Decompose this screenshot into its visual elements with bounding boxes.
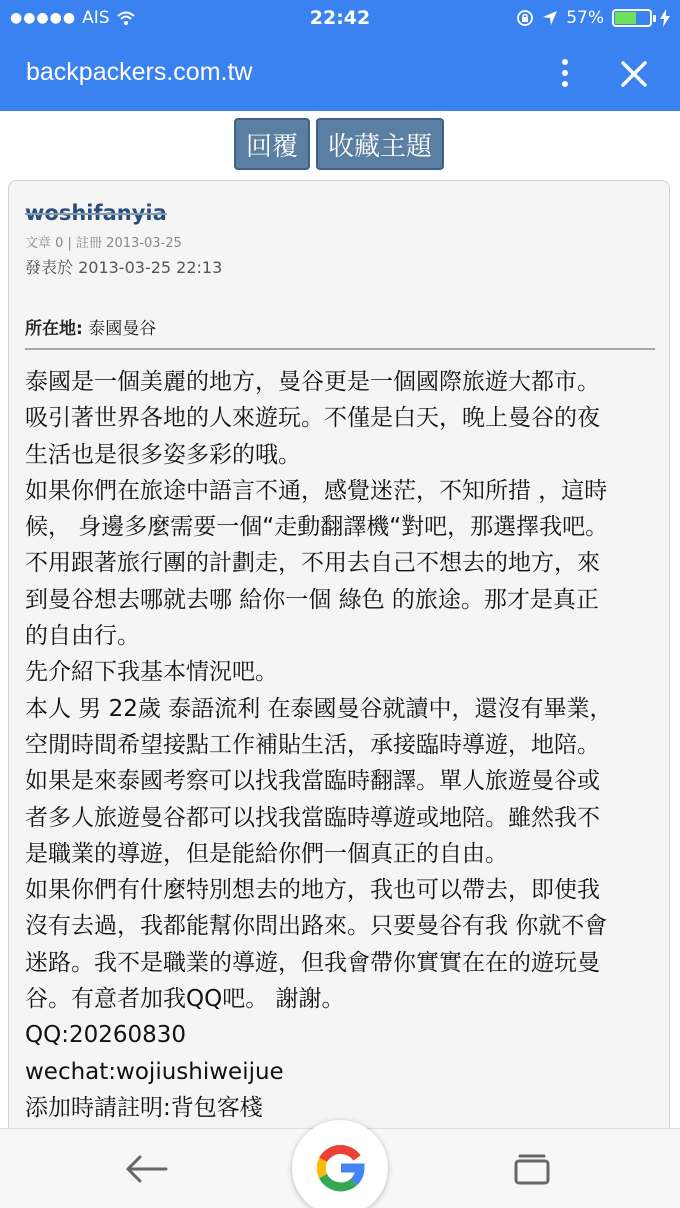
rotation-lock-icon xyxy=(516,9,534,27)
back-arrow-icon[interactable] xyxy=(122,1149,170,1189)
charging-bolt-icon xyxy=(660,9,670,27)
post-body xyxy=(25,364,659,1126)
google-search-button[interactable] xyxy=(292,1120,388,1208)
carrier-name: AIS xyxy=(82,8,110,28)
reply-button[interactable]: 回覆 xyxy=(234,118,310,170)
post-line: 如果是來泰國考察可以找我當臨時翻譯。單人旅遊曼谷或 xyxy=(25,768,600,795)
post-line: 沒有去過，我都能幫你問出路來。只要曼谷有我 你就不會 xyxy=(25,913,608,940)
close-icon[interactable] xyxy=(616,56,652,92)
author-name[interactable]: woshifanyia xyxy=(25,201,167,225)
location-arrow-icon xyxy=(542,10,558,26)
status-bar xyxy=(0,0,680,36)
post-line: 先介紹下我基本情況吧。 xyxy=(25,659,278,686)
post-line: 的自由行。 xyxy=(25,623,140,650)
post-line: 吸引著世界各地的人來遊玩。不僅是白天，晚上曼谷的夜 xyxy=(25,405,600,432)
post-line: 候， 身邊多麼需要一個“走動翻譯機“對吧，那選擇我吧。 xyxy=(25,514,609,541)
kebab-menu-icon[interactable] xyxy=(552,56,578,90)
post-line: QQ:20260830 xyxy=(25,1022,187,1049)
post-card xyxy=(8,180,670,1140)
post-line: 空閒時間希望接點工作補貼生活，承接臨時導遊，地陪。 xyxy=(25,731,600,758)
post-line: 迷路。我不是職業的導遊，但我會帶你實實在在的遊玩曼 xyxy=(25,949,600,976)
post-location xyxy=(25,314,156,339)
signal-strength-icon: ●●●●● xyxy=(10,10,77,26)
tabs-icon[interactable] xyxy=(512,1151,552,1187)
post-line: 不用跟著旅行團的計劃走，不用去自己不想去的地方，來 xyxy=(25,550,600,577)
url-text[interactable]: backpackers.com.tw xyxy=(26,58,253,86)
battery-icon xyxy=(612,9,652,27)
post-line: 者多人旅遊曼谷都可以找我當臨時導遊或地陪。雖然我不 xyxy=(25,804,600,831)
google-icon xyxy=(314,1142,366,1194)
post-line: 如果你們有什麼特別想去的地方，我也可以帶去，即使我 xyxy=(25,877,600,904)
post-line: wechat:wojiushiweijue xyxy=(25,1058,284,1085)
post-line: 本人 男 22歲 泰語流利 在泰國曼谷就讀中，還沒有畢業， xyxy=(25,695,613,722)
post-line: 添加時請註明:背包客棧 xyxy=(25,1094,263,1121)
author-meta: 文章 0 | 註冊 2013-03-25 xyxy=(25,236,182,251)
location-value: 泰國曼谷 xyxy=(82,319,157,339)
clock: 22:42 xyxy=(309,7,371,29)
post-line: 是職業的導遊，但是能給你們一個真正的自由。 xyxy=(25,840,508,867)
location-label: 所在地: xyxy=(25,319,83,339)
status-right xyxy=(516,8,670,28)
favorite-topic-button[interactable]: 收藏主題 xyxy=(316,118,444,170)
post-line: 生活也是很多姿多彩的哦。 xyxy=(25,441,301,468)
battery-percent: 57% xyxy=(566,8,604,28)
post-line: 泰國是一個美麗的地方，曼谷更是一個國際旅遊大都市。 xyxy=(25,369,600,395)
browser-top-bar xyxy=(0,0,680,111)
divider xyxy=(25,348,655,350)
post-line: 谷。有意者加我QQ吧。 謝謝。 xyxy=(25,986,345,1013)
post-line: 到曼谷想去哪就去哪 給你一個 綠色 的旅途。那才是真正 xyxy=(25,586,599,613)
post-timestamp: 發表於 2013-03-25 22:13 xyxy=(25,258,223,277)
post-line: 如果你們在旅途中語言不通，感覺迷茫，不知所措 ，這時 xyxy=(25,477,608,504)
